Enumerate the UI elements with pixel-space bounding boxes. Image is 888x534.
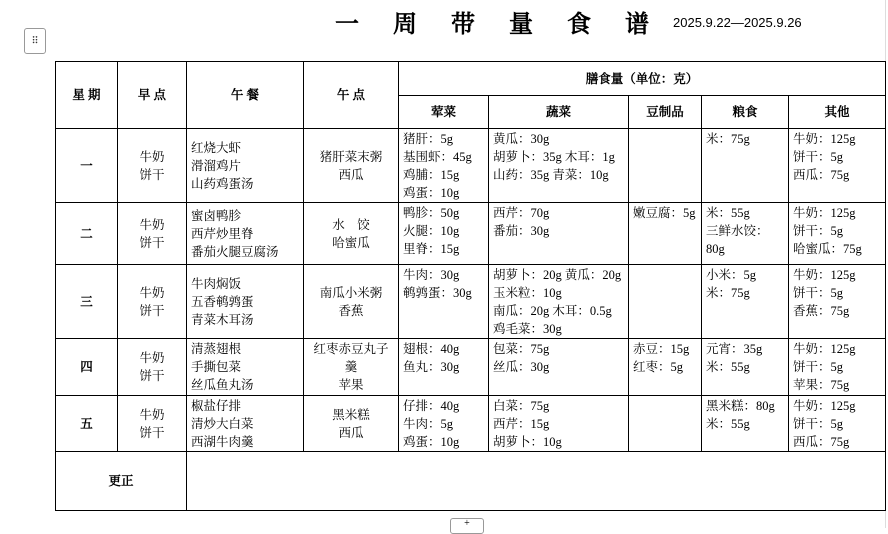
menu-row [56, 396, 886, 452]
other-line: 苹果：75g [793, 378, 850, 392]
grain-cell [702, 129, 789, 203]
snack-cell [304, 265, 399, 339]
plus-icon: + [464, 518, 470, 529]
breakfast-line: 饼干 [139, 235, 165, 250]
snack-line: 西瓜 [338, 167, 364, 182]
header-veg: 蔬菜 [489, 96, 629, 129]
lunch-cell [187, 396, 304, 452]
date-range: 2025.9.22—2025.9.26 [673, 15, 802, 30]
lunch-line: 蜜卤鸭胗 [191, 208, 242, 223]
meat-line: 猪肝：5g [403, 132, 454, 146]
weekday-cell: 五 [56, 396, 118, 452]
grain-line: 米：55g [706, 206, 750, 220]
lunch-cell [187, 265, 304, 339]
other-line: 西瓜：75g [793, 168, 850, 182]
veg-cell [489, 265, 629, 339]
lunch-line: 椒盐仔排 [191, 398, 242, 413]
grain-cell [702, 396, 789, 452]
header-grain: 粮食 [702, 96, 789, 129]
veg-line: 西芹：70g [493, 206, 550, 220]
lunch-line: 牛肉焖饭 [191, 276, 242, 291]
grain-line: 元宵：35g [706, 342, 763, 356]
veg-line: 山药：35g 青菜：10g [493, 168, 609, 182]
snack-line: 南瓜小米粥 [319, 285, 383, 300]
grain-line: 三鲜水饺：80g [706, 224, 769, 256]
lunch-line: 番茄火腿豆腐汤 [191, 244, 279, 259]
menu-row [56, 339, 886, 396]
veg-line: 玉米粒：10g [493, 286, 562, 300]
other-line: 饼干：5g [793, 360, 844, 374]
snack-cell [304, 203, 399, 265]
grain-cell [702, 203, 789, 265]
breakfast-line: 牛奶 [139, 351, 165, 365]
veg-line: 胡萝卜：20g 黄瓜：20g [493, 268, 622, 282]
meat-line: 鸭胗：50g [403, 206, 460, 220]
other-line: 饼干：5g [793, 150, 844, 164]
breakfast-line: 饼干 [139, 369, 165, 383]
other-line: 西瓜：75g [793, 435, 850, 449]
grain-line: 米：75g [706, 286, 750, 300]
other-line: 牛奶：125g [793, 268, 856, 282]
lunch-line: 滑溜鸡片 [191, 158, 242, 173]
weekday-cell: 四 [56, 339, 118, 396]
lunch-line: 五香鹌鹑蛋 [191, 294, 254, 309]
meat-cell [399, 339, 489, 396]
other-line: 香蕉：75g [793, 304, 850, 318]
veg-line: 番茄：30g [493, 224, 550, 238]
lunch-line: 西芹炒里脊 [191, 226, 254, 241]
meat-cell [399, 265, 489, 339]
menu-row [56, 265, 886, 339]
snack-cell [304, 339, 399, 396]
meat-line: 鸡蛋：10g [403, 186, 460, 200]
snack-line: 哈蜜瓜 [332, 235, 370, 250]
breakfast-cell [118, 339, 187, 396]
lunch-cell [187, 129, 304, 203]
breakfast-line: 饼干 [139, 167, 165, 182]
meat-line: 里脊：15g [403, 242, 460, 256]
other-line: 哈蜜瓜：75g [793, 242, 862, 256]
tofu-cell [629, 265, 702, 339]
breakfast-line: 牛奶 [139, 407, 165, 422]
lunch-line: 清蒸翅根 [191, 342, 242, 356]
grain-line: 米：75g [706, 132, 750, 146]
header-weekday: 星 期 [56, 62, 118, 129]
table-move-handle[interactable] [24, 28, 46, 54]
header-breakfast: 早 点 [118, 62, 187, 129]
meat-cell [399, 203, 489, 265]
breakfast-cell [118, 203, 187, 265]
breakfast-cell [118, 265, 187, 339]
other-line: 牛奶：125g [793, 342, 856, 356]
header-tofu: 豆制品 [629, 96, 702, 129]
tofu-cell [629, 396, 702, 452]
snack-line: 香蕉 [338, 303, 364, 318]
header-snack: 午 点 [304, 62, 399, 129]
snack-line: 红枣赤豆丸子 [313, 342, 389, 356]
meat-line: 翅根：40g [403, 342, 460, 356]
veg-cell [489, 129, 629, 203]
lunch-line: 手撕包菜 [191, 360, 242, 374]
weekday-cell: 二 [56, 203, 118, 265]
snack-cell [304, 129, 399, 203]
grain-cell [702, 265, 789, 339]
breakfast-line: 牛奶 [139, 217, 165, 232]
tofu-cell [629, 339, 702, 396]
veg-line: 鸡毛菜：30g [493, 322, 562, 336]
veg-cell [489, 203, 629, 265]
header-other: 其他 [789, 96, 886, 129]
meat-cell [399, 129, 489, 203]
breakfast-line: 牛奶 [139, 285, 165, 300]
snack-line: 羹 [344, 360, 358, 374]
other-line: 牛奶：125g [793, 132, 856, 146]
snack-line: 苹果 [338, 378, 364, 392]
menu-row [56, 203, 886, 265]
other-line: 饼干：5g [793, 224, 844, 238]
lunch-line: 清炒大白菜 [191, 416, 254, 431]
correction-cell[interactable] [187, 452, 886, 511]
meat-line: 鸡脯：15g [403, 168, 460, 182]
other-line: 牛奶：125g [793, 206, 856, 220]
grain-cell [702, 339, 789, 396]
other-cell [789, 396, 886, 452]
meat-line: 鱼丸：30g [403, 360, 460, 374]
other-cell [789, 339, 886, 396]
veg-cell [489, 396, 629, 452]
veg-line: 白菜：75g [493, 399, 550, 413]
other-line: 饼干：5g [793, 286, 844, 300]
grain-line: 米：55g [706, 417, 750, 431]
lunch-cell [187, 339, 304, 396]
lunch-line: 山药鸡蛋汤 [191, 176, 254, 191]
correction-label: 更正 [56, 452, 187, 511]
page-title: 一 周 带 量 食 谱 [335, 12, 663, 38]
grain-line: 米：55g [706, 360, 750, 374]
menu-row [56, 129, 886, 203]
meat-cell [399, 396, 489, 452]
meat-line: 鸡蛋：10g [403, 435, 460, 449]
snack-line: 水 饺 [332, 217, 370, 232]
breakfast-cell [118, 129, 187, 203]
tofu-line: 赤豆：15g [633, 342, 690, 356]
lunch-line: 西湖牛肉羹 [191, 434, 254, 449]
meat-line: 牛肉：30g [403, 268, 460, 282]
snack-line: 黑米糕 [332, 407, 370, 422]
lunch-line: 红烧大虾 [191, 140, 242, 155]
weekly-menu-table [55, 61, 886, 511]
tofu-line: 红枣：5g [633, 360, 684, 374]
snack-line: 西瓜 [338, 425, 364, 440]
meat-line: 基围虾：45g [403, 150, 472, 164]
header-lunch: 午 餐 [187, 62, 304, 129]
weekday-cell: 三 [56, 265, 118, 339]
veg-line: 南瓜：20g 木耳：0.5g [493, 304, 612, 318]
meat-line: 鹌鹑蛋：30g [403, 286, 472, 300]
other-line: 饼干：5g [793, 417, 844, 431]
tofu-cell [629, 129, 702, 203]
veg-line: 丝瓜：30g [493, 360, 550, 374]
meat-line: 牛肉：5g [403, 417, 454, 431]
veg-cell [489, 339, 629, 396]
tofu-line: 嫩豆腐：5g [633, 206, 696, 220]
lunch-line: 丝瓜鱼丸汤 [191, 378, 254, 392]
other-cell [789, 203, 886, 265]
breakfast-line: 牛奶 [139, 149, 165, 164]
tofu-cell [629, 203, 702, 265]
header-intake: 膳食量（单位：克） [399, 62, 886, 96]
meat-line: 火腿：10g [403, 224, 460, 238]
veg-line: 包菜：75g [493, 342, 550, 356]
lunch-line: 青菜木耳汤 [191, 312, 254, 327]
veg-line: 黄瓜：30g [493, 132, 550, 146]
breakfast-line: 饼干 [139, 303, 165, 318]
breakfast-cell [118, 396, 187, 452]
other-cell [789, 265, 886, 339]
veg-line: 胡萝卜：10g [493, 435, 562, 449]
meat-line: 仔排：40g [403, 399, 460, 413]
weekday-cell: 一 [56, 129, 118, 203]
veg-line: 胡萝卜：35g 木耳：1g [493, 150, 615, 164]
add-row-button[interactable] [450, 518, 484, 534]
grain-line: 黑米糕：80g [706, 399, 775, 413]
other-line: 牛奶：125g [793, 399, 856, 413]
other-cell [789, 129, 886, 203]
snack-cell [304, 396, 399, 452]
breakfast-line: 饼干 [139, 425, 165, 440]
drag-grip-icon: ⠿ [31, 35, 39, 47]
header-meat: 荤菜 [399, 96, 489, 129]
grain-line: 小米：5g [706, 268, 757, 282]
veg-line: 西芹：15g [493, 417, 550, 431]
snack-line: 猪肝菜末粥 [319, 149, 383, 164]
lunch-cell [187, 203, 304, 265]
